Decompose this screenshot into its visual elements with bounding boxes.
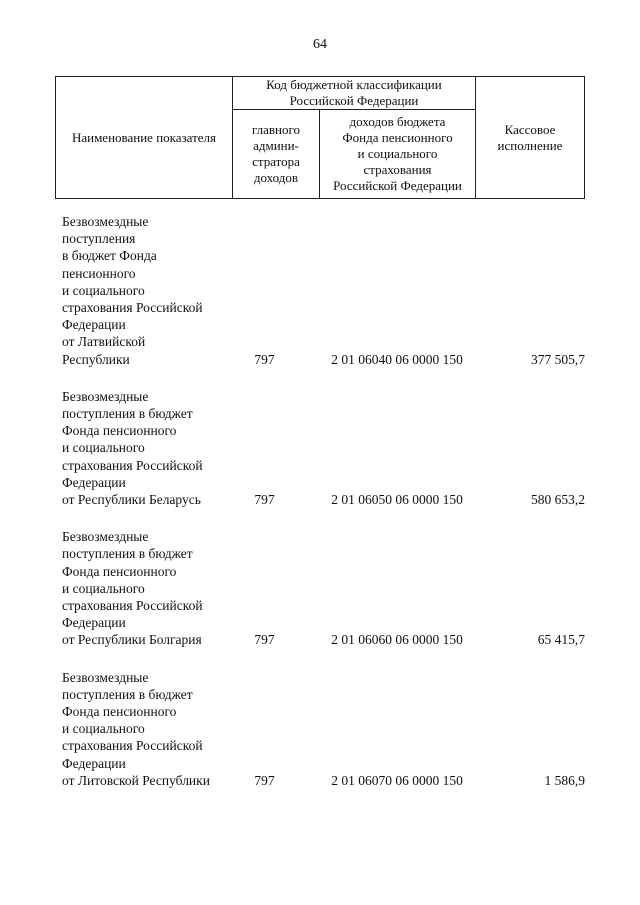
table-row (55, 388, 585, 508)
row-amount: 1 586,9 (544, 772, 585, 788)
row-admin-code: 797 (254, 772, 275, 788)
row-admin-code: 797 (254, 492, 275, 508)
header-fund-revenue (320, 110, 475, 198)
header-indicator-name (56, 77, 232, 198)
row-amount: 377 505,7 (531, 351, 585, 367)
row-revenue-code: 2 01 06070 06 0000 150 (331, 772, 463, 788)
table-body (55, 213, 585, 809)
row-indicator-name: Безвозмездные поступления в бюджет Фонда пенсионного и социального страхования Российской Федерации от Литовской Республики (62, 669, 210, 788)
header-budget-code-group-text: Код бюджетной классификации Российской Федерации (266, 77, 442, 108)
header-cash-execution-text: Кассовое исполнение (497, 121, 563, 153)
table-row (55, 213, 585, 368)
table-row (55, 669, 585, 789)
header-border-bottom (55, 198, 585, 199)
header-cash-execution (476, 77, 584, 198)
header-border-right (584, 76, 585, 199)
header-chief-admin (233, 110, 319, 198)
row-indicator-name: Безвозмездные поступления в бюджет Фонда пенсионного и социального страхования Российской Федерации от Республики Беларусь (62, 388, 203, 508)
table-header (55, 76, 585, 199)
row-admin-code: 797 (254, 632, 275, 648)
row-revenue-code: 2 01 06040 06 0000 150 (331, 351, 463, 367)
page-number: 64 (313, 37, 327, 52)
header-fund-revenue-text: доходов бюджета Фонда пенсионного и социального страхования Российской Федерации (333, 114, 462, 193)
row-revenue-code: 2 01 06060 06 0000 150 (331, 632, 463, 648)
row-amount: 65 415,7 (537, 632, 585, 648)
row-indicator-name: Безвозмездные поступления в бюджет Фонда пенсионного и социального страхования Российской Федерации от Республики Болгария (62, 529, 203, 648)
table-row (55, 528, 585, 648)
header-indicator-name-text: Наименование показателя (71, 129, 217, 145)
row-indicator-name: Безвозмездные поступления в бюджет Фонда пенсионного и социального страхования Российской Федерации от Латвийской Республики (62, 214, 203, 367)
row-revenue-code: 2 01 06050 06 0000 150 (331, 492, 463, 508)
row-amount: 580 653,2 (531, 492, 585, 508)
header-budget-code-group (233, 77, 475, 109)
row-admin-code: 797 (254, 351, 275, 367)
header-chief-admin-text: главного админи- стратора доходов (251, 122, 301, 185)
